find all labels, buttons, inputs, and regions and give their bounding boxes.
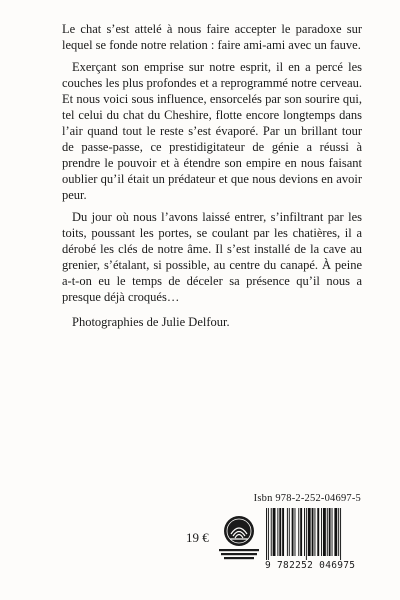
blurb (62, 21, 362, 311)
barcode-digits: 9 782252 046975 (263, 560, 367, 572)
blurb-paragraph-1: Le chat s’est attelé à nous faire accepter le paradoxe sur lequel se fonde notre relation : faire ami-ami avec un fauve. (62, 22, 362, 52)
price-label: 19 € (186, 530, 209, 545)
photo-credits: Photographies de Julie Delfour. (72, 315, 230, 329)
blurb-paragraph-2: Exerçant son emprise sur notre esprit, il en a percé les couches les plus profondes et a reprogrammé notre cerveau. Et nous voici sous influence, ensorcelés par son sourire qui, tel celui du chat du Cheshire, flotte encore longtemps dans l’air quand tout le reste s’est évaporé. Par un brillant tour de passe-passe, ce prestidigitateur de génie a réussi à prendre le pouvoir et à étendre son empire en nous faisant oublier qu’il était un prédateur et que nous devions en avoir peur. (62, 60, 362, 202)
distributor-logo-icon (218, 514, 260, 564)
blurb-paragraph-3: Du jour où nous l’avons laissé entrer, s’infiltrant par les toits, poussant les portes, se coulant par les chatières, il a dérobé les clés de notre âme. Il s’est installé de la cave au grenier, s’étalant, si possible, au centre du canapé. À peine a-t-on eu le temps de déceler sa présence qu’il nous a presque déjà croqués… (62, 210, 362, 304)
isbn-number: Isbn 978-2-252-04697-5 (253, 493, 361, 504)
